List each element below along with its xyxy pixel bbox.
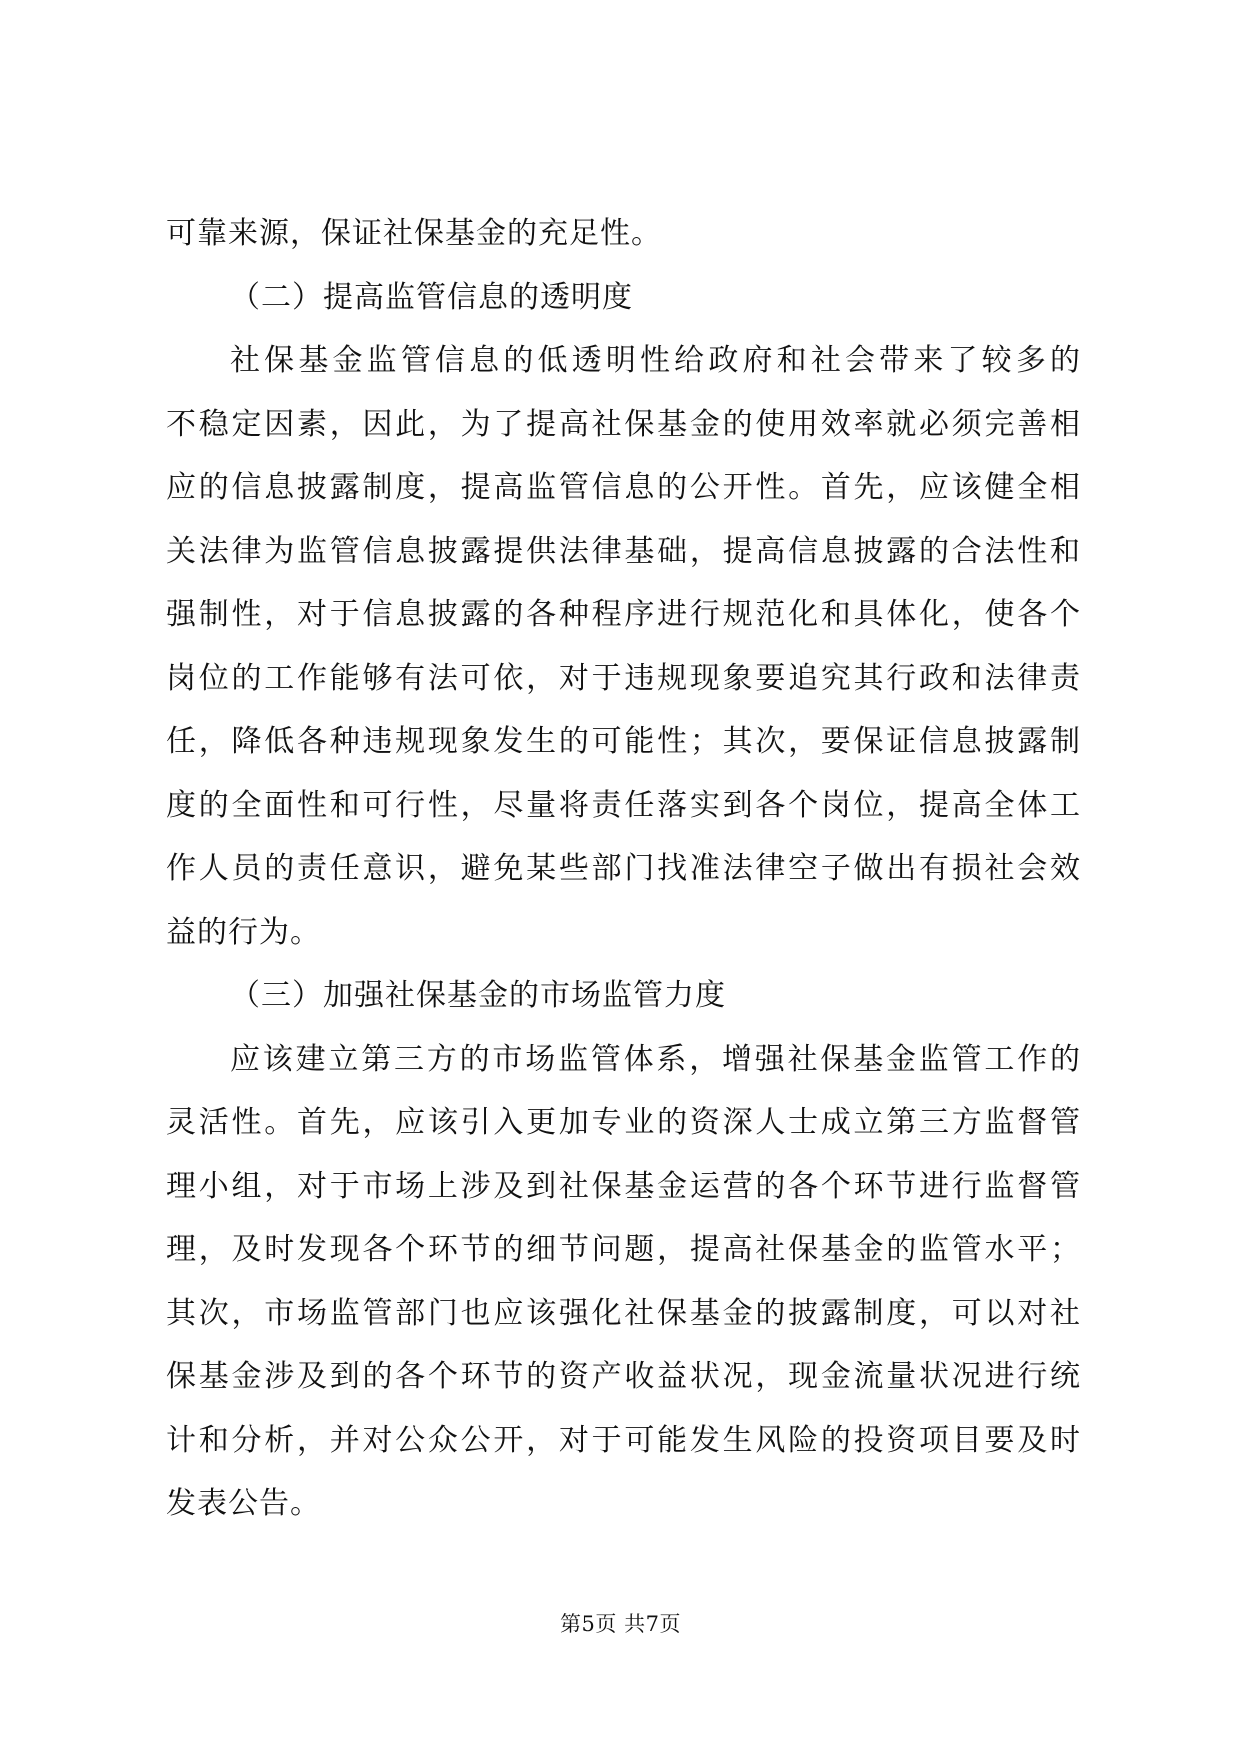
text-line: 理，及时发现各个环节的细节问题，提高社保基金的监管水平； [166,1232,1081,1267]
text-line: 不稳定因素，因此，为了提高社保基金的使用效率就必须完善相 [166,406,1081,442]
text-line: 社保基金监管信息的低透明性给政府和社会带来了较多的 [230,343,1081,378]
text-line: 任，降低各种违规现象发生的可能性；其次，要保证信息披露制 [166,724,1081,759]
text-line: 岗位的工作能够有法可依，对于违规现象要追究其行政和法律责 [166,660,1081,696]
text-line: 应的信息披露制度，提高监管信息的公开性。首先，应该健全相 [166,470,1081,505]
text-line: 可靠来源，保证社保基金的充足性。 [166,216,662,251]
document-body [166,202,1081,1536]
section-heading: （三）加强社保基金的市场监管力度 [230,978,726,1013]
text-line: 益的行为。 [166,914,321,950]
text-line: 计和分析，并对公众公开，对于可能发生风险的投资项目要及时 [166,1422,1081,1458]
page-number-label: 第5页 共7页 [560,1612,681,1636]
page-footer [0,1608,1241,1638]
text-line: 灵活性。首先，应该引入更加专业的资深人士成立第三方监督管 [166,1105,1081,1140]
text-line: 发表公告。 [166,1486,321,1521]
text-line: 作人员的责任意识，避免某些部门找准法律空子做出有损社会效 [166,851,1081,886]
section-heading: （二）提高监管信息的透明度 [230,279,633,315]
text-line: 保基金涉及到的各个环节的资产收益状况，现金流量状况进行统 [166,1359,1081,1394]
text-line: 关法律为监管信息披露提供法律基础，提高信息披露的合法性和 [166,533,1081,569]
text-line: 其次，市场监管部门也应该强化社保基金的披露制度，可以对社 [166,1295,1081,1331]
text-line: 度的全面性和可行性，尽量将责任落实到各个岗位，提高全体工 [166,787,1081,823]
text-line: 强制性，对于信息披露的各种程序进行规范化和具体化，使各个 [166,597,1081,632]
text-line: 理小组，对于市场上涉及到社保基金运营的各个环节进行监督管 [166,1168,1081,1204]
text-line: 应该建立第三方的市场监管体系，增强社保基金监管工作的 [230,1041,1081,1077]
